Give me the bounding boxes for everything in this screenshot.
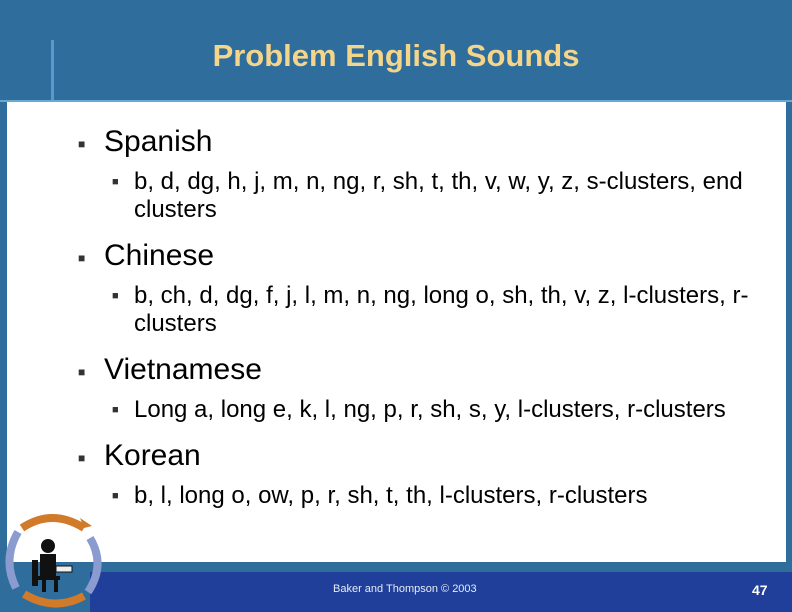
page-number: 47: [752, 582, 768, 598]
square-bullet-icon: ■: [78, 365, 86, 379]
footer-credit: Baker and Thompson © 2003: [333, 583, 477, 595]
sub-bullet-text: b, ch, d, dg, f, j, l, m, n, ng, long o, sh, th, v, z, l-clusters, r-clusters: [134, 282, 749, 337]
square-bullet-icon: ■: [78, 137, 86, 151]
sub-bullet-chinese: [78, 282, 778, 338]
student-reading-cycle-icon: [2, 510, 106, 610]
sub-bullet-spanish: [78, 168, 778, 224]
sub-bullet-text: b, l, long o, ow, p, r, sh, t, th, l-clusters, r-clusters: [134, 482, 648, 509]
bullet-vietnamese: [78, 350, 778, 390]
right-frame: [786, 102, 792, 562]
sub-bullet-vietnamese: [78, 396, 778, 424]
square-bullet-icon: ■: [112, 290, 119, 302]
bullet-spanish: [78, 122, 778, 162]
decorative-horizontal-line: [0, 100, 792, 102]
sub-bullet-text: b, d, dg, h, j, m, n, ng, r, sh, t, th, v, w, y, z, s-clusters, end clusters: [134, 168, 743, 223]
bullet-label: Korean: [104, 439, 201, 472]
bullet-korean: [78, 436, 778, 476]
square-bullet-icon: ■: [112, 404, 119, 416]
square-bullet-icon: ■: [112, 490, 119, 502]
left-frame: [0, 102, 7, 562]
bullet-list: [78, 122, 778, 510]
bullet-label: Spanish: [104, 125, 213, 158]
bullet-chinese: [78, 236, 778, 276]
slide-title: Problem English Sounds: [212, 38, 580, 73]
sub-bullet-korean: [78, 482, 778, 510]
bullet-label: Chinese: [104, 239, 215, 272]
sub-bullet-text: Long a, long e, k, l, ng, p, r, sh, s, y, l-clusters, r-clusters: [134, 396, 726, 423]
square-bullet-icon: ■: [78, 251, 86, 265]
square-bullet-icon: ■: [112, 176, 119, 188]
bullet-label: Vietnamese: [104, 353, 262, 386]
square-bullet-icon: ■: [78, 451, 86, 465]
